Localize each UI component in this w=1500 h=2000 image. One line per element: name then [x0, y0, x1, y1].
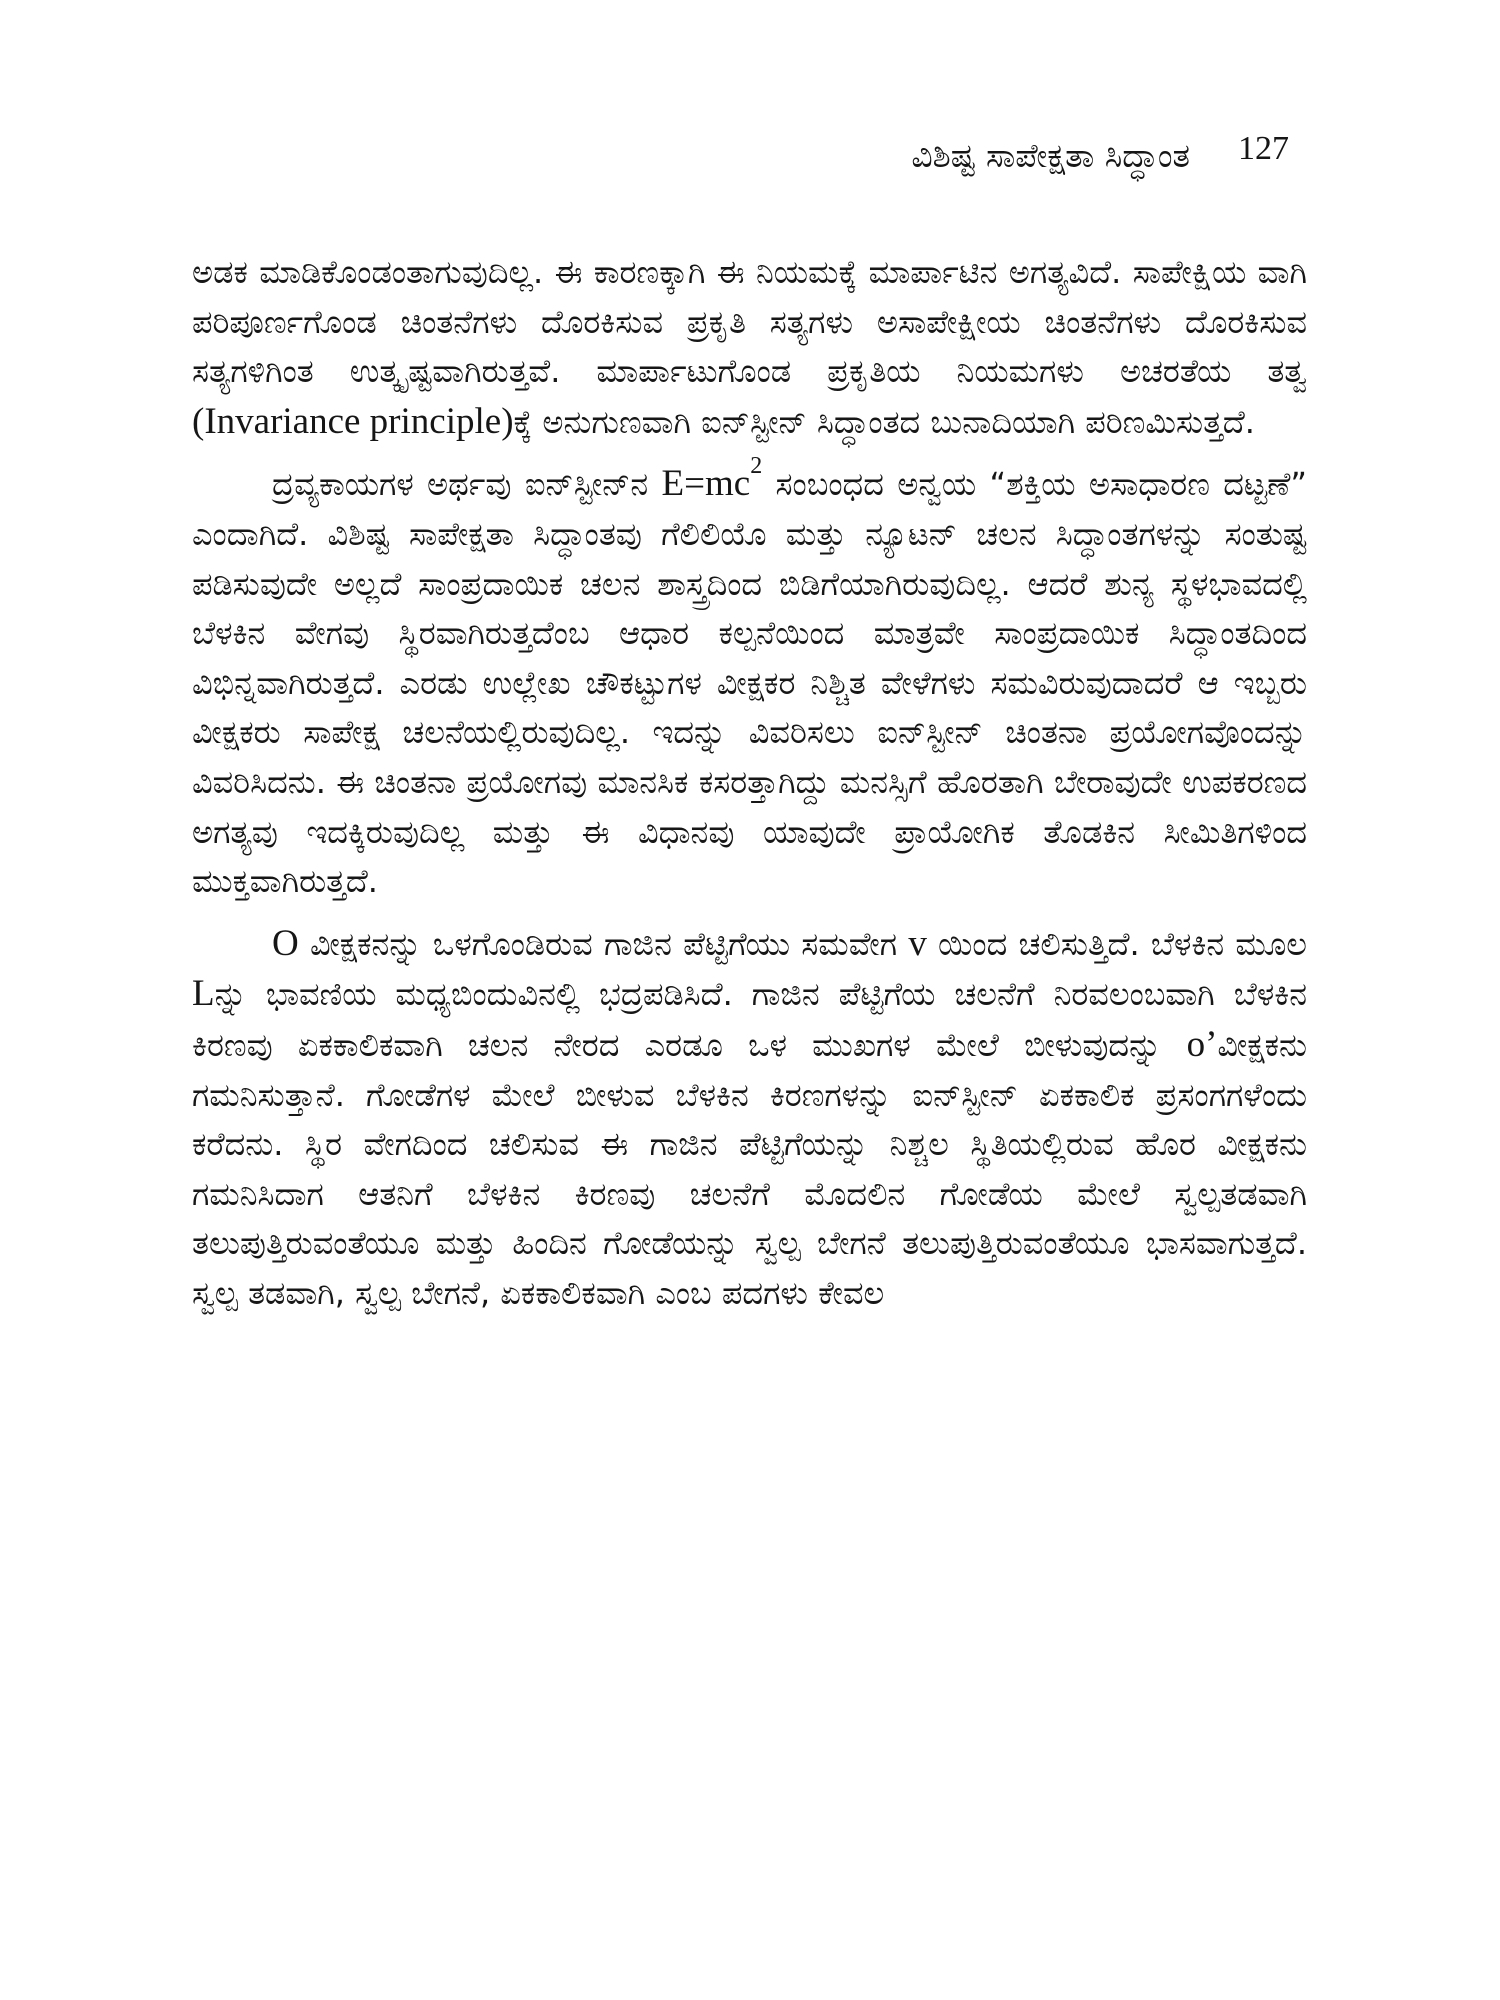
chapter-title: ವಿಶಿಷ್ಟ ಸಾಪೇಕ್ಷತಾ ಸಿದ್ಧಾಂತ: [911, 136, 1190, 175]
paragraph-1: [192, 248, 1307, 447]
invariance-principle-term: (Invariance principle): [192, 400, 514, 442]
running-header: [0, 130, 1500, 190]
observer-o-symbol: O: [272, 922, 299, 964]
paragraph-3: [192, 919, 1307, 1319]
body-text: [192, 248, 1307, 1330]
observer-o-prime-symbol: o’: [1186, 1023, 1218, 1065]
page-number: 127: [1238, 130, 1289, 167]
light-source-symbol: L: [192, 973, 215, 1015]
paragraph-2-text-b: ಸಂಬಂಧದ ಅನ್ವಯ “ಶಕ್ತಿಯ ಅಸಾಧಾರಣ ದಟ್ಟಣೆ” ಎಂದಾಗಿದೆ. ವಿಶಿಷ್ಟ ಸಾಪೇಕ್ಷತಾ ಸಿದ್ಧಾಂತವು ಗೆಲಿಲಿಯೊ ಮತ್ತು ನ್ಯೂಟನ್ ಚಲನ ಸಿದ್ಧಾಂತಗಳನ್ನು ಸಂತುಷ್ಟ ಪಡಿಸುವುದೇ ಅಲ್ಲದೆ ಸಾಂಪ್ರದಾಯಿಕ ಚಲನ ಶಾಸ್ತ್ರದಿಂದ ಬಿಡಿಗೆಯಾಗಿರುವುದಿಲ್ಲ. ಆದರೆ ಶುನ್ಯ ಸ್ಥಳಭಾವದಲ್ಲಿ ಬೆಳಕಿನ ವೇಗವು ಸ್ಥಿರವಾಗಿರುತ್ತದೆಂಬ ಆಧಾರ ಕಲ್ಪನೆಯಿಂದ ಮಾತ್ರವೇ ಸಾಂಪ್ರದಾಯಿಕ ಸಿದ್ಧಾಂತದಿಂದ ವಿಭಿನ್ನವಾಗಿರುತ್ತದೆ. ಎರಡು ಉಲ್ಲೇಖ ಚೌಕಟ್ಟುಗಳ ವೀಕ್ಷಕರ ನಿಶ್ಚಿತ ವೇಳೆಗಳು ಸಮವಿರುವುದಾದರೆ ಆ ಇಬ್ಬರು ವೀಕ್ಷಕರು ಸಾಪೇಕ್ಷ ಚಲನೆಯಲ್ಲಿರುವುದಿಲ್ಲ. ಇದನ್ನು ವಿವರಿಸಲು ಐನ್‌ಸ್ಟೀನ್ ಚಿಂತನಾ ಪ್ರಯೋಗವೊಂದನ್ನು ವಿವರಿಸಿದನು. ಈ ಚಿಂತನಾ ಪ್ರಯೋಗವು ಮಾನಸಿಕ ಕಸರತ್ತಾಗಿದ್ದು ಮನಸ್ಸಿಗೆ ಹೊರತಾಗಿ ಬೇರಾವುದೇ ಉಪಕರಣದ ಅಗತ್ಯವು ಇದಕ್ಕಿರುವುದಿಲ್ಲ ಮತ್ತು ಈ ವಿಧಾನವು ಯಾವುದೇ ಪ್ರಾಯೋಗಿಕ ತೊಡಕಿನ ಸೀಮಿತಿಗಳಿಂದ ಮುಕ್ತವಾಗಿರುತ್ತದೆ.: [192, 465, 1307, 901]
paragraph-1-text-b: ಕ್ಕೆ ಅನುಗುಣವಾಗಿ ಐನ್‌ಸ್ಟೀನ್ ಸಿದ್ಧಾಂತದ ಬುನಾದಿಯಾಗಿ ಪರಿಣಮಿಸುತ್ತದೆ.: [513, 402, 1255, 441]
paragraph-1-text-a: ಅಡಕ ಮಾಡಿಕೊಂಡಂತಾಗುವುದಿಲ್ಲ. ಈ ಕಾರಣಕ್ಕಾಗಿ ಈ ನಿಯಮಕ್ಕೆ ಮಾರ್ಪಾಟಿನ ಅಗತ್ಯವಿದೆ. ಸಾಪೇಕ್ಷಿಯ ವಾಗಿ ಪರಿಪೂರ್ಣಗೊಂಡ ಚಿಂತನೆಗಳು ದೊರಕಿಸುವ ಪ್ರಕೃತಿ ಸತ್ಯಗಳು ಅಸಾಪೇಕ್ಷೀಯ ಚಿಂತನೆಗಳು ದೊರಕಿಸುವ ಸತ್ಯಗಳಿಗಿಂತ ಉತ್ಕೃಷ್ಟವಾಗಿರುತ್ತವೆ. ಮಾರ್ಪಾಟುಗೊಂಡ ಪ್ರಕೃತಿಯ ನಿಯಮಗಳು ಅಚರತೆಯ ತತ್ವ: [192, 253, 1307, 391]
paragraph-3-text-c: ನ್ನು ಭಾವಣಿಯ ಮಧ್ಯಬಿಂದುವಿನಲ್ಲಿ ಭದ್ರಪಡಿಸಿದೆ. ಗಾಜಿನ ಪೆಟ್ಟಿಗೆಯ ಚಲನೆಗೆ ನಿರವಲಂಬವಾಗಿ ಬೆಳಕಿನ ಕಿರಣವು ಏಕಕಾಲಿಕವಾಗಿ ಚಲನ ನೇರದ ಎರಡೂ ಒಳ ಮುಖಗಳ ಮೇಲೆ ಬೀಳುವುದನ್ನು: [192, 975, 1307, 1064]
formula-exponent: 2: [750, 453, 763, 480]
paragraph-2: [192, 453, 1307, 906]
paragraph-3-text-d: ವೀಕ್ಷಕನು ಗಮನಿಸುತ್ತಾನೆ. ಗೋಡೆಗಳ ಮೇಲೆ ಬೀಳುವ ಬೆಳಕಿನ ಕಿರಣಗಳನ್ನು ಐನ್‌ಸ್ಟೀನ್ ಏಕಕಾಲಿಕ ಪ್ರಸಂಗಗಳೆಂದು ಕರೆದನು. ಸ್ಥಿರ ವೇಗದಿಂದ ಚಲಿಸುವ ಈ ಗಾಜಿನ ಪೆಟ್ಟಿಗೆಯನ್ನು ನಿಶ್ಚಲ ಸ್ಥಿತಿಯಲ್ಲಿರುವ ಹೊರ ವೀಕ್ಷಕನು ಗಮನಿಸಿದಾಗ ಆತನಿಗೆ ಬೆಳಕಿನ ಕಿರಣವು ಚಲನೆಗೆ ಮೊದಲಿನ ಗೋಡೆಯ ಮೇಲೆ ಸ್ವಲ್ಪತಡವಾಗಿ ತಲುಪುತ್ತಿರುವಂತೆಯೂ ಮತ್ತು ಹಿಂದಿನ ಗೋಡೆಯನ್ನು ಸ್ವಲ್ಪ ಬೇಗನೆ ತಲುಪುತ್ತಿರುವಂತೆಯೂ ಭಾಸವಾಗುತ್ತದೆ. ಸ್ವಲ್ಪ ತಡವಾಗಿ, ಸ್ವಲ್ಪ ಬೇಗನೆ, ಏಕಕಾಲಿಕವಾಗಿ ಎಂಬ ಪದಗಳು ಕೇವಲ: [192, 1025, 1307, 1312]
velocity-symbol: v: [908, 922, 927, 964]
paragraph-3-text-b: ಯಿಂದ ಚಲಿಸುತ್ತಿದೆ. ಬೆಳಕಿನ ಮೂಲ: [926, 924, 1307, 963]
paragraph-2-text-a: ದ್ರವ್ಯಕಾಯಗಳ ಅರ್ಥವು ಐನ್‌ಸ್ಟೀನ್‌ನ: [272, 465, 662, 504]
mass-energy-formula: E=mc: [661, 463, 751, 505]
paragraph-3-text-a: ವೀಕ್ಷಕನನ್ನು ಒಳಗೊಂಡಿರುವ ಗಾಜಿನ ಪೆಟ್ಟಿಗೆಯು ಸಮವೇಗ: [298, 924, 909, 963]
